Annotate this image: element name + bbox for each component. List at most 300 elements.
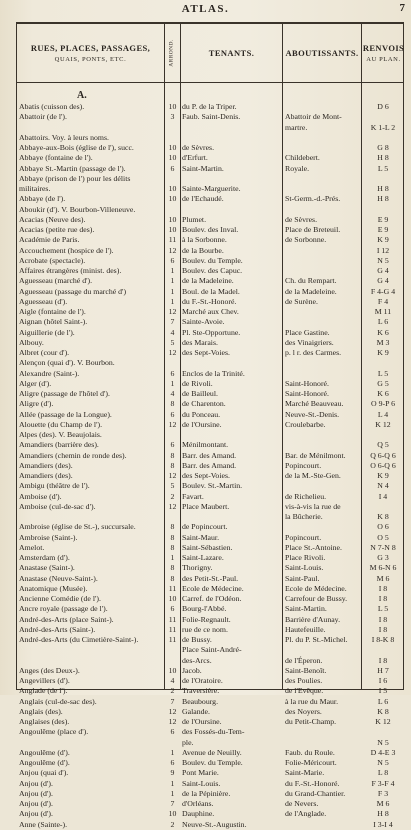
map-reference: M 11: [374, 307, 392, 316]
street-name: Alexandre (Saint-).: [19, 368, 80, 378]
street-name: Alençon (quai d'). V. Bourbon.: [19, 358, 115, 368]
tenant: Beaubourg.: [182, 696, 219, 706]
map-reference: I 8: [378, 594, 388, 603]
tenant: des Marais.: [182, 337, 218, 347]
street-name: Aiguillerie (de l').: [19, 327, 75, 337]
arrondissement: 6: [170, 255, 175, 265]
arrondissement: 8: [170, 399, 175, 409]
page-number: 7: [399, 2, 405, 14]
table-row: [17, 676, 405, 686]
header-tenants-label: TENANTS.: [208, 48, 255, 58]
table-row: [17, 799, 405, 809]
map-reference: N 7-N 8: [370, 542, 396, 552]
table-row: [17, 389, 405, 399]
table-row: [17, 563, 405, 573]
tenant: Folie-Regnault.: [182, 614, 231, 624]
arrondissement: 1: [170, 276, 175, 286]
arrondissement: 4: [170, 389, 175, 398]
street-name: Abbaye (prison de l') pour les délits: [19, 173, 131, 183]
street-name: Ancienne Comédie (de l').: [19, 594, 101, 603]
table-row: [17, 225, 405, 235]
table-row: [17, 584, 405, 594]
table-row: [17, 758, 405, 768]
table-row: [17, 399, 405, 409]
tenant: Saint-Lazare.: [182, 553, 224, 562]
map-reference: I 5: [378, 686, 388, 696]
arrondissement: 10: [168, 809, 177, 819]
arrondissement: 1: [170, 286, 175, 296]
street-name: Anatomique (Musée).: [19, 583, 88, 593]
aboutissant: du F.-St.-Honoré.: [285, 778, 340, 788]
arrondissement: 8: [170, 450, 175, 460]
street-name: Acacias (petite rue des).: [19, 225, 95, 234]
arrondissement: 10: [168, 184, 177, 193]
street-name: Anastase (Neuve-Saint-).: [19, 573, 98, 583]
map-reference: I 8: [378, 614, 388, 624]
table-row: [17, 502, 405, 512]
table-row: [17, 266, 405, 276]
tenant: de la Bourbe.: [182, 245, 224, 255]
tenant: ple.: [182, 737, 194, 747]
table-row: [17, 256, 405, 266]
arrondissement: 12: [168, 419, 177, 429]
map-reference: E 9: [377, 225, 389, 234]
aboutissant: Saint-Paul.: [285, 573, 320, 583]
table-row: [17, 164, 405, 174]
table-row: [17, 666, 405, 676]
street-name: André-des-Arts (Saint-).: [19, 624, 96, 634]
map-reference: E 9: [377, 214, 389, 224]
street-name: Amsterdam (d').: [19, 553, 70, 562]
street-name: Acrobate (spectacle).: [19, 255, 86, 265]
arrondissement: 12: [168, 348, 177, 357]
map-reference: G 3: [377, 553, 389, 562]
street-name: Aligre (passage de l'hôtel d').: [19, 389, 110, 398]
street-name: Ancre royale (passage de l').: [19, 604, 108, 614]
aboutissant: Place St.-Antoine.: [285, 542, 342, 552]
arrondissement: 10: [168, 194, 177, 204]
tenant: Thorigny.: [182, 563, 213, 573]
map-reference: L 6: [377, 317, 389, 327]
arrondissement: 6: [170, 409, 175, 419]
aboutissant: Pl. du P. St.-Michel.: [285, 635, 348, 644]
map-reference: K 8: [377, 706, 389, 716]
table-row: [17, 553, 405, 563]
tenant: Boulev. des Inval.: [182, 225, 239, 234]
table-row: [17, 123, 405, 133]
table-row: [17, 297, 405, 307]
street-name: Anglais (cul-de-sac des).: [19, 696, 97, 706]
aboutissant: de l'Éperon.: [285, 655, 323, 665]
map-reference: O 5: [377, 532, 389, 542]
aboutissant: Royale.: [285, 163, 310, 173]
aboutissant: du Petit-Champ.: [285, 717, 337, 726]
table-row: [17, 153, 405, 163]
tenant: de Popincourt.: [182, 522, 228, 532]
map-reference: H 8: [377, 809, 389, 819]
table-row: [17, 369, 405, 379]
map-reference: N 5: [377, 737, 389, 747]
aboutissant: Saint-Benoît.: [285, 665, 327, 675]
tenant: de Bussy.: [182, 635, 212, 644]
map-reference: M 3: [376, 337, 390, 347]
street-name: Amandiers (barrière des).: [19, 440, 99, 450]
arrondissement: 10: [168, 102, 177, 111]
map-reference: K 6: [377, 389, 389, 398]
table-row: [17, 338, 405, 348]
tenant: des Sept-Voies.: [182, 471, 230, 480]
aboutissant: Saint-Martin.: [285, 604, 327, 614]
arrondissement: 7: [170, 799, 175, 808]
map-reference: O 6-Q 6: [370, 460, 396, 470]
aboutissant: Abattoir de Mont-: [285, 112, 342, 122]
arrondissement: 4: [170, 676, 175, 685]
street-name: Angoulême (place d').: [19, 727, 89, 737]
aboutissant: Saint-Marie.: [285, 768, 325, 778]
table-row: [17, 430, 405, 440]
aboutissant: Faub. du Roule.: [285, 747, 335, 757]
table-row: [17, 246, 405, 256]
aboutissant: Ch. du Rempart.: [285, 276, 337, 286]
table-row: [17, 379, 405, 389]
tenant: Boulev. des Capuc.: [182, 266, 243, 275]
aboutissant: Place Rivoli.: [285, 553, 326, 562]
street-name: Amelot.: [19, 542, 45, 552]
aboutissant: de la Madeleine.: [285, 286, 337, 296]
tenant: des Sept-Voies.: [182, 348, 230, 357]
map-reference: H 7: [377, 665, 389, 675]
aboutissant: Barrière d'Aunay.: [285, 614, 341, 624]
aboutissant: Popincourt.: [285, 532, 322, 542]
aboutissant: p. l r. des Carmes.: [285, 348, 342, 357]
tenant: Neuve-St.-Augustin.: [182, 819, 247, 829]
tenant: Place Maubert.: [182, 501, 230, 511]
arrondissement: 8: [170, 542, 175, 552]
aboutissant: Neuve-St.-Denis.: [285, 409, 340, 419]
arrondissement: 5: [170, 337, 175, 347]
header-aboutissants-label: ABOUTISSANTS.: [285, 48, 359, 58]
table-row: [17, 492, 405, 502]
aboutissant: de Richelieu.: [285, 491, 327, 501]
street-name: Affaires étrangères (minist. des).: [19, 266, 122, 275]
aboutissant: St-Germ.-d.-Prés.: [285, 194, 341, 204]
aboutissant: des Vinaigriers.: [285, 337, 334, 347]
street-name: Anglaises (des).: [19, 717, 70, 726]
map-reference: K 9: [377, 235, 389, 245]
street-name: Amboise (d').: [19, 491, 62, 501]
page-title: ATLAS.: [181, 3, 230, 15]
table-row: [17, 440, 405, 450]
table-row: [17, 697, 405, 707]
map-reference: M 6-N 6: [369, 563, 397, 573]
tenant: de l'Oursine.: [182, 717, 222, 726]
arrondissement: 1: [170, 378, 175, 388]
aboutissant: Folie-Méricourt.: [285, 758, 337, 767]
aboutissant: de l'Evêque.: [285, 686, 324, 696]
aboutissant: Bar. de Ménilmont.: [285, 450, 346, 460]
map-reference: D 6: [377, 102, 389, 111]
aboutissant: Childebert.: [285, 153, 320, 163]
street-name: Anglade (de l').: [19, 686, 68, 696]
tenant: Saint-Martin.: [182, 163, 224, 173]
street-name: Amboise (cul-de-sac d').: [19, 501, 96, 511]
map-reference: H 8: [377, 153, 389, 163]
aboutissant: la Bûcherie.: [285, 512, 323, 521]
arrondissement: 12: [168, 471, 177, 480]
tenant: Marché aux Chev.: [182, 307, 239, 316]
table-row: [17, 194, 405, 204]
header-streets: [17, 24, 164, 82]
street-name: André-des-Arts (place Saint-).: [19, 614, 114, 624]
arrondissement: 10: [168, 214, 177, 224]
map-reference: L 8: [377, 768, 389, 778]
tenant: Barr. des Amand.: [182, 460, 237, 470]
map-reference: F 4: [377, 296, 389, 306]
table-row: [17, 328, 405, 338]
map-reference: Q 6-Q 6: [370, 450, 396, 460]
table-row: [17, 820, 405, 830]
street-name: Amandiers (des).: [19, 460, 73, 470]
table-row: [17, 102, 405, 112]
map-reference: I 3-I 4: [373, 819, 393, 829]
tenant: Place Saint-André-: [182, 645, 242, 655]
table-row: [17, 461, 405, 471]
map-reference: N 5: [377, 758, 389, 767]
street-name: Alger (d').: [19, 378, 52, 388]
street-name: Alpes (des). V. Beaujolais.: [19, 430, 102, 439]
map-reference: I 8: [378, 624, 388, 634]
table-row: [17, 471, 405, 481]
table-row: [17, 205, 405, 215]
table-row: [17, 645, 405, 655]
aboutissant: Place Gastine.: [285, 327, 330, 337]
arrondissement: 1: [170, 296, 175, 306]
street-name: Aguesseau (passage du marché d'): [19, 286, 127, 296]
arrondissement: 8: [170, 460, 175, 470]
tenant: Barr. des Amand.: [182, 450, 237, 460]
tenant: de Rivoli.: [182, 378, 213, 388]
arrondissement: 3: [170, 112, 175, 122]
arrondissement: 2: [170, 491, 175, 501]
arrondissement: 8: [170, 522, 175, 532]
table-row: [17, 215, 405, 225]
arrondissement: 7: [170, 317, 175, 327]
header-renvois-line2: AU PLAN.: [366, 56, 401, 63]
table-row: [17, 738, 405, 748]
street-name: Amandiers (des).: [19, 471, 73, 480]
tenant: Carref. de l'Odéon.: [182, 594, 242, 603]
map-reference: K 6: [377, 327, 389, 337]
street-name: Albret (cour d').: [19, 348, 70, 357]
arrondissement: 8: [170, 573, 175, 583]
arrondissement: 2: [170, 819, 175, 829]
map-reference: N 4: [377, 481, 389, 491]
map-reference: I 6: [378, 676, 388, 685]
tenant: Avenue de Neuilly.: [182, 747, 242, 757]
map-reference: M 6: [376, 573, 390, 583]
table-row: [17, 317, 405, 327]
tenant: Boul. de la Madel.: [182, 286, 240, 296]
street-name: Amandiers (chemin de ronde des).: [19, 450, 127, 460]
table-row: [17, 420, 405, 430]
street-name: Aguesseau (marché d').: [19, 276, 93, 286]
arrondissement: 1: [170, 553, 175, 562]
arrondissement: 1: [170, 788, 175, 798]
map-reference: L 5: [377, 368, 389, 378]
tenant: de la Pépinière.: [182, 788, 231, 798]
arrondissement: 12: [168, 245, 177, 255]
arrondissement: 6: [170, 727, 175, 737]
street-name: Anjou (d').: [19, 778, 53, 788]
table-row: [17, 656, 405, 666]
map-reference: L 5: [377, 163, 389, 173]
street-name: Abattoirs. Voy. à leurs noms.: [19, 132, 109, 142]
index-rows: [17, 102, 405, 830]
map-reference: M 6: [376, 799, 390, 808]
header-streets-line1: RUES, PLACES, PASSAGES,: [30, 43, 151, 53]
map-reference: G 5: [377, 378, 389, 388]
tenant: Boulev. du Temple.: [182, 758, 243, 767]
map-reference: K 12: [375, 717, 391, 726]
map-reference: K 9: [377, 348, 389, 357]
tenant: de Charenton.: [182, 399, 226, 409]
table-row: [17, 143, 405, 153]
street-index-table: [16, 22, 405, 829]
tenant: du Ponceau.: [182, 409, 221, 419]
aboutissant: Ecole de Médecine.: [285, 583, 347, 593]
map-reference: F 3-F 4: [371, 778, 395, 788]
arrondissement: 10: [168, 153, 177, 163]
tenant: du F.-St.-Honoré.: [182, 296, 237, 306]
street-name: Abatis (cuisson des).: [19, 102, 85, 111]
arrondissement: 6: [170, 604, 175, 614]
street-name: Académie de Paris.: [19, 235, 80, 245]
arrondissement: 11: [168, 235, 177, 245]
street-name: Anne (Sainte-).: [19, 819, 68, 829]
map-reference: G 4: [377, 266, 389, 275]
table-row: [17, 686, 405, 696]
tenant: Pont Marie.: [182, 768, 219, 778]
table-row: [17, 276, 405, 286]
aboutissant: de Sèvres.: [285, 214, 318, 224]
street-name: Ambroise (Saint-).: [19, 532, 78, 542]
street-name: Anglais (des).: [19, 706, 63, 716]
tenant: de l'Echaudé.: [182, 194, 224, 204]
aboutissant: à la rue du Maur.: [285, 696, 339, 706]
aboutissant: Popincourt.: [285, 460, 322, 470]
table-row: [17, 348, 405, 358]
aboutissant: Carrefour de Bussy.: [285, 594, 348, 603]
arrondissement: 1: [170, 778, 175, 788]
street-name: Aigle (fontaine de l').: [19, 307, 86, 316]
street-name: Angoulême (d').: [19, 758, 70, 767]
arrondissement: 8: [170, 563, 175, 573]
arrondissement: 11: [168, 624, 177, 634]
arrondissement: 6: [170, 440, 175, 450]
arrondissement: 11: [168, 583, 177, 593]
aboutissant: du Grand-Chantier.: [285, 788, 346, 798]
table-row: [17, 707, 405, 717]
tenant: de Bailleul.: [182, 389, 218, 398]
table-row: [17, 174, 405, 184]
aboutissant: de la M.-Ste-Gen.: [285, 471, 341, 480]
arrondissement: 2: [170, 686, 175, 696]
map-reference: H 8: [377, 194, 389, 204]
street-name: Allée (passage de la Longue).: [19, 409, 112, 419]
map-reference: O 6: [377, 522, 389, 532]
map-reference: H 8: [377, 184, 389, 193]
map-reference: I 8-K 8: [371, 635, 395, 644]
street-name: Angoulême (d').: [19, 747, 70, 757]
arrondissement: 8: [170, 532, 175, 542]
table-row: [17, 481, 405, 491]
street-name: Acacias (Neuve des).: [19, 214, 86, 224]
street-name: Aligre (d').: [19, 399, 54, 409]
aboutissant: Place de Breteuil.: [285, 225, 341, 234]
header-renvois-line1: RENVOIS: [362, 43, 405, 53]
aboutissant: de Nevers.: [285, 799, 319, 808]
table-row: [17, 184, 405, 194]
table-row: [17, 625, 405, 635]
table-row: [17, 594, 405, 604]
map-reference: K 8: [377, 512, 389, 521]
street-name: André-des-Arts (du Cimetière-Saint-).: [19, 635, 139, 644]
section-letter: A.: [77, 90, 87, 101]
street-name: Ambigu (théâtre de l').: [19, 481, 90, 491]
arrondissement: 12: [168, 501, 177, 511]
table-row: [17, 604, 405, 614]
tenant: d'Orléans.: [182, 799, 214, 808]
table-row: [17, 410, 405, 420]
table-row: [17, 768, 405, 778]
tenant: de l'Oursine.: [182, 419, 222, 429]
map-reference: K 9: [377, 471, 389, 480]
tenant: de l'Oratoire.: [182, 676, 223, 685]
arrondissement: 9: [170, 768, 175, 778]
table-row: [17, 809, 405, 819]
arrondissement: 6: [170, 758, 175, 767]
table-row: [17, 451, 405, 461]
map-reference: I 12: [376, 245, 390, 255]
tenant: Ecole de Médecine.: [182, 583, 244, 593]
aboutissant: Saint-Honoré.: [285, 378, 329, 388]
tenant: de la Madeleine.: [182, 276, 234, 286]
tenant: des-Arcs.: [182, 655, 212, 665]
map-reference: D 4-E 3: [370, 747, 396, 757]
aboutissant: de Surène.: [285, 296, 318, 306]
street-name: Angevillers (d').: [19, 676, 70, 685]
map-reference: Q 5: [377, 440, 389, 450]
street-name: Anastase (Saint-).: [19, 563, 75, 573]
map-reference: G 8: [377, 143, 389, 152]
table-row: [17, 512, 405, 522]
street-name: Abbaye (de l').: [19, 194, 66, 204]
tenant: Saint-Sébastien.: [182, 542, 233, 552]
table-row: [17, 112, 405, 122]
street-name: Accouchement (hospice de l').: [19, 245, 114, 255]
aboutissant: Croulebarbe.: [285, 419, 326, 429]
street-name: Abbaye (fontaine de l').: [19, 153, 93, 163]
street-name: Abbaye-aux-Bois (église de l'), succ.: [19, 143, 134, 152]
tenant: Galande.: [182, 706, 210, 716]
table-row: [17, 358, 405, 368]
street-name: Anjou (quai d').: [19, 768, 69, 778]
tenant: Saint-Louis.: [182, 778, 221, 788]
map-reference: N 5: [377, 255, 389, 265]
aboutissant: martre.: [285, 122, 308, 132]
street-name: Albouy.: [19, 337, 44, 347]
tenant: Favart.: [182, 491, 204, 501]
